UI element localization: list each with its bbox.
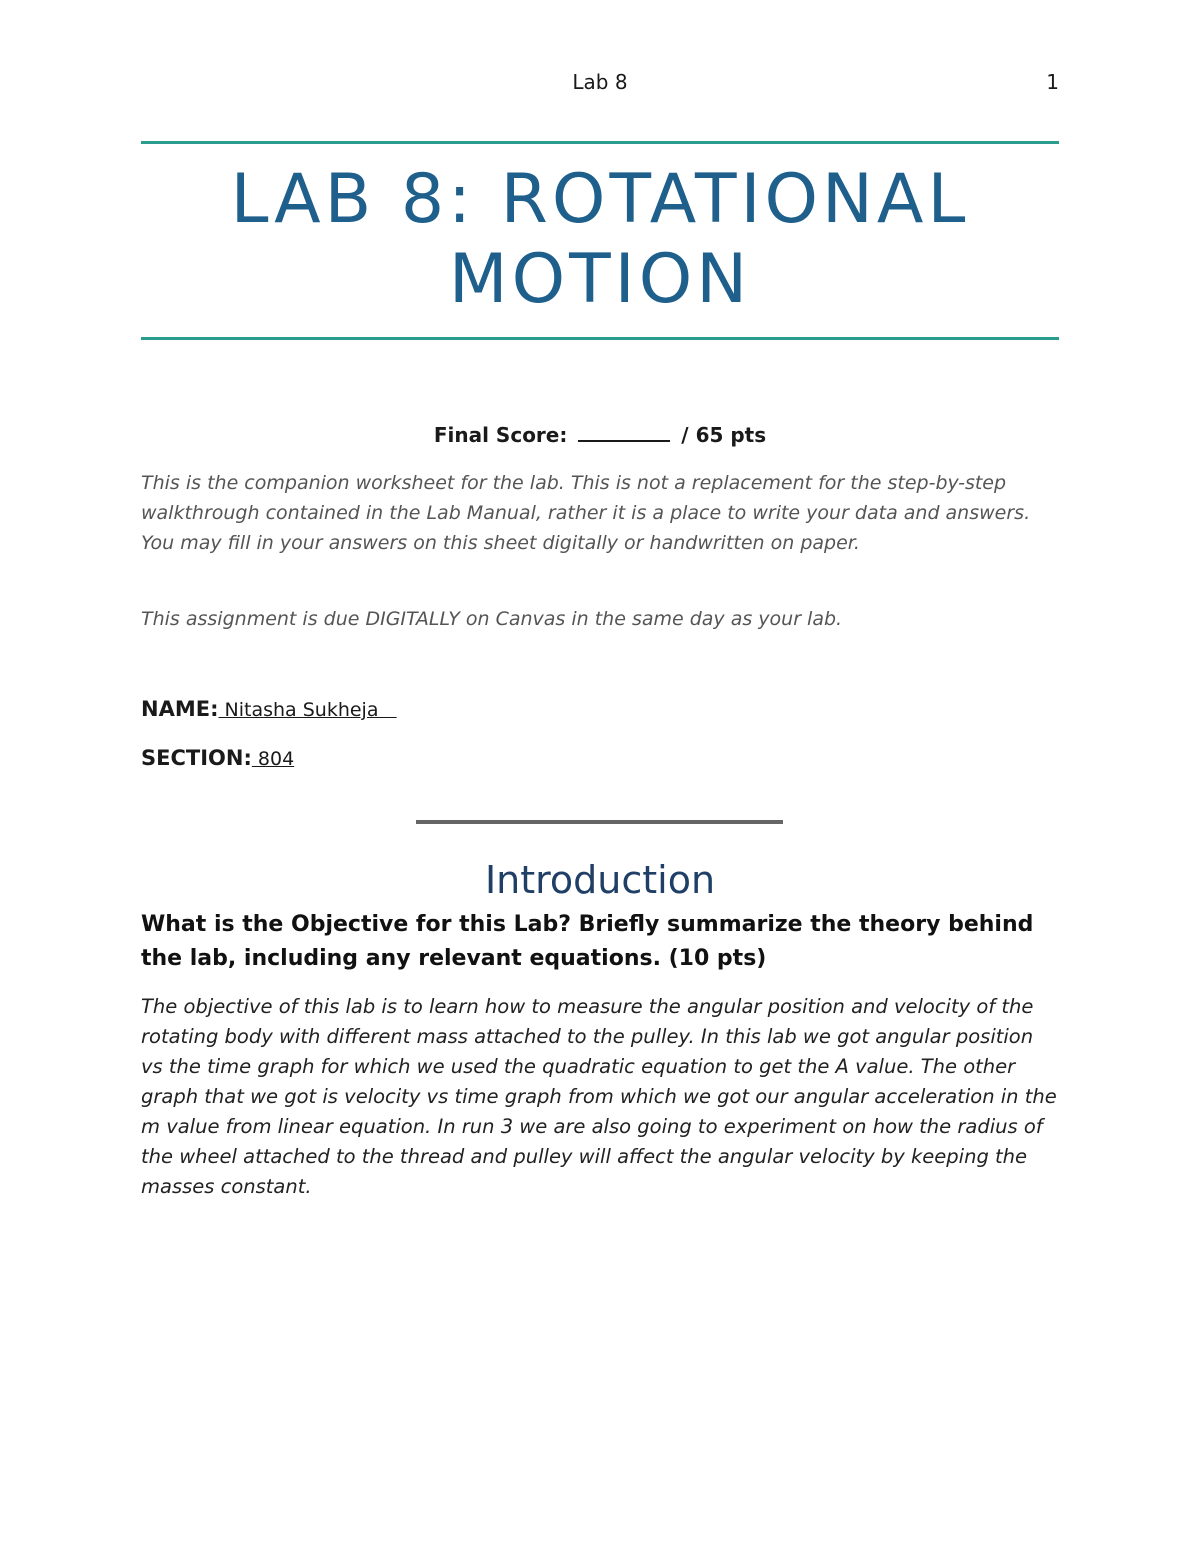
final-score-label: Final Score: (433, 423, 568, 447)
document-title-line-1: LAB 8: ROTATIONAL (230, 160, 970, 239)
running-header-title: Lab 8 (572, 70, 628, 94)
section-divider (416, 820, 783, 824)
document-title (141, 160, 1059, 320)
name-field (141, 697, 397, 721)
section-field (141, 746, 294, 770)
title-rule-bottom (141, 337, 1059, 340)
introduction-heading: Introduction (484, 858, 716, 902)
objective-answer[interactable]: The objective of this lab is to learn how to measure the angular position and velocity of the rotating body with different mass attached to the pulley. In this lab we got angular position vs the time graph for which we used the quadratic equation to get the A value. The other graph that we got is velocity vs time graph from which we got our angular acceleration in the m value from linear equation. In run 3 we are also going to experiment on how the radius of the wheel attached to the thread and pulley will affect the angular velocity by keeping the masses constant. (141, 995, 1057, 1198)
final-score-line (141, 422, 1059, 447)
final-score-total: / 65 pts (681, 423, 767, 447)
final-score-blank[interactable] (578, 422, 670, 442)
section-label: SECTION: (141, 746, 252, 770)
objective-question: What is the Objective for this Lab? Briefly summarize the theory behind the lab, including any relevant equations. (10 pts) (141, 912, 1034, 971)
instructions-paragraph-1: This is the companion worksheet for the lab. This is not a replacement for the step-by-step walkthrough contained in the Lab Manual, rather it is a place to write your data and answers. You may fill in your answers on this sheet digitally or handwritten on paper. (141, 472, 1031, 554)
name-label: NAME: (141, 697, 219, 721)
page-number: 1 (1046, 70, 1059, 94)
title-rule-top (141, 141, 1059, 144)
running-header (0, 70, 1200, 98)
document-title-line-2: MOTION (448, 240, 752, 319)
section-value[interactable]: 804 (251, 748, 295, 770)
name-value[interactable]: Nitasha Sukheja (218, 699, 397, 721)
instructions-paragraph-2: This assignment is due DIGITALLY on Canvas in the same day as your lab. (141, 608, 843, 630)
